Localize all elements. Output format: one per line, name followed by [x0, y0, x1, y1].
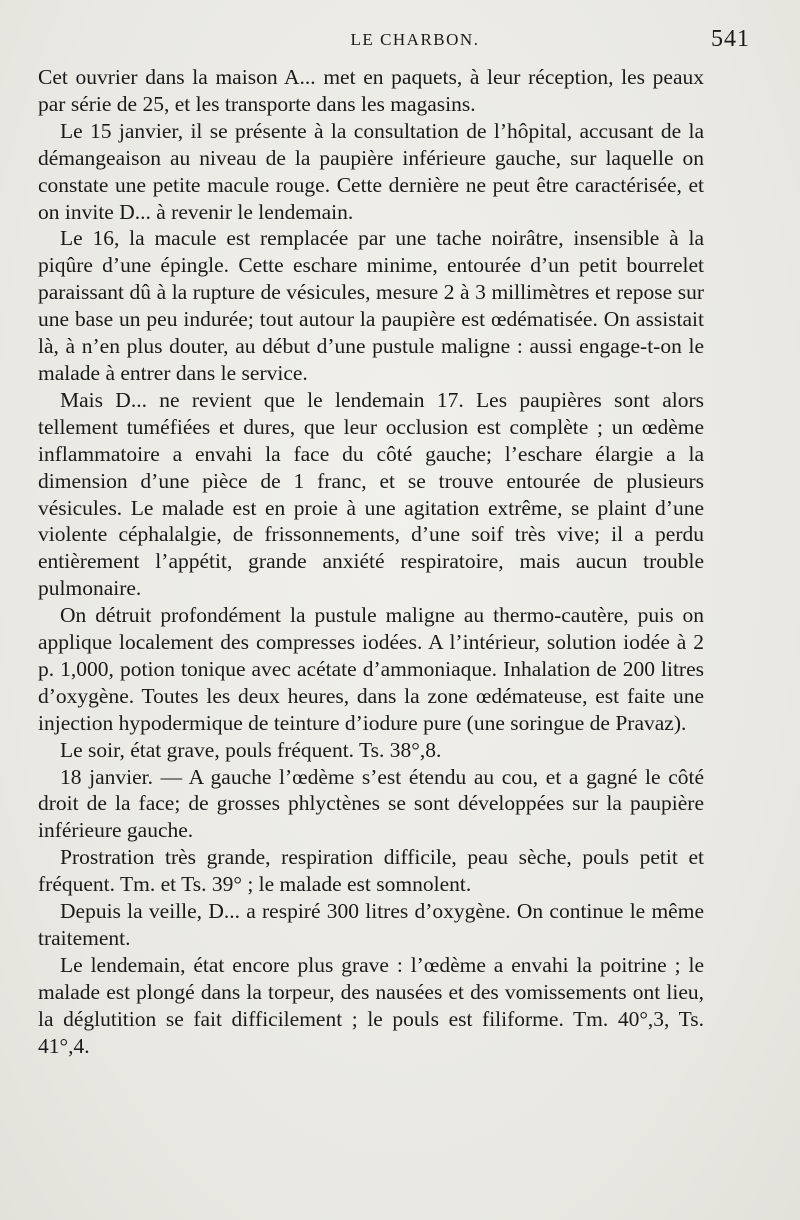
- paragraph: Le 15 janvier, il se présente à la consultation de l’hôpital, accusant de la démangeaison au niveau de la paupière inférieure gauche, sur laquelle on constate une petite macule rouge. Cette dernière ne peut être caractérisée, et on invite D... à revenir le lendemain.: [38, 118, 704, 224]
- body-text: [38, 64, 704, 1060]
- paragraph: Le lendemain, état encore plus grave : l’œdème a envahi la poitrine ; le malade est plongé dans la torpeur, des nausées et des vomissements ont lieu, la déglutition se fait difficilement ; le pouls est filiforme. Tm. 40°,3, Ts. 41°,4.: [38, 952, 704, 1058]
- paragraph: Le 16, la macule est remplacée par une tache noirâtre, insensible à la piqûre d’une épingle. Cette eschare minime, entourée d’un petit bourrelet paraissant dû à la rupture de vésicules, mesure 2 à 3 millimètres et repose sur une base un peu indurée; tout autour la paupière est œdématisée. On assistait là, à n’en plus douter, au début d’une pustule maligne : aussi engage-t-on le malade à entrer dans le service.: [38, 226, 704, 385]
- paragraph: 18 janvier. — A gauche l’œdème s’est étendu au cou, et a gagné le côté droit de la face; de grosses phlyctènes se sont développées sur la paupière inférieure gauche.: [38, 764, 704, 843]
- paragraph: Prostration très grande, respiration difficile, peau sèche, pouls petit et fréquent. Tm. et Ts. 39° ; le malade est somnolent.: [38, 845, 704, 897]
- page-header: [40, 26, 750, 60]
- paragraph: Mais D... ne revient que le lendemain 17. Les paupières sont alors tellement tuméfiées et dures, que leur occlusion est complète ; un œdème inflammatoire a envahi la face du côté gauche; l’eschare élargie a la dimension d’une pièce de 1 franc, et se trouve entourée de plusieurs vésicules. Le malade est en proie à une agitation extrême, se plaint d’une violente céphalalgie, de frissonnements, d’une soif très vive; il a perdu entièrement l’appétit, grande anxiété respiratoire, mais aucun trouble pulmonaire.: [38, 387, 704, 601]
- paragraph: On détruit profondément la pustule maligne au thermo-cautère, puis on applique localement des compresses iodées. A l’intérieur, solution iodée à 2 p. 1,000, potion tonique avec acétate d’ammoniaque. Inhalation de 200 litres d’oxygène. Toutes les deux heures, dans la zone œdémateuse, est faite une injection hypodermique de teinture d’iodure pure (une soringue de Pravaz).: [38, 603, 704, 735]
- running-title: LE CHARBON.: [350, 30, 480, 49]
- paragraph: Le soir, état grave, pouls fréquent. Ts. 38°,8.: [60, 737, 442, 762]
- page-number: 541: [711, 26, 750, 52]
- paragraph: Cet ouvrier dans la maison A... met en paquets, à leur réception, les peaux par série de 25, et les transporte dans les magasins.: [38, 65, 704, 116]
- paragraph: Depuis la veille, D... a respiré 300 litres d’oxygène. On continue le même traitement.: [38, 899, 704, 950]
